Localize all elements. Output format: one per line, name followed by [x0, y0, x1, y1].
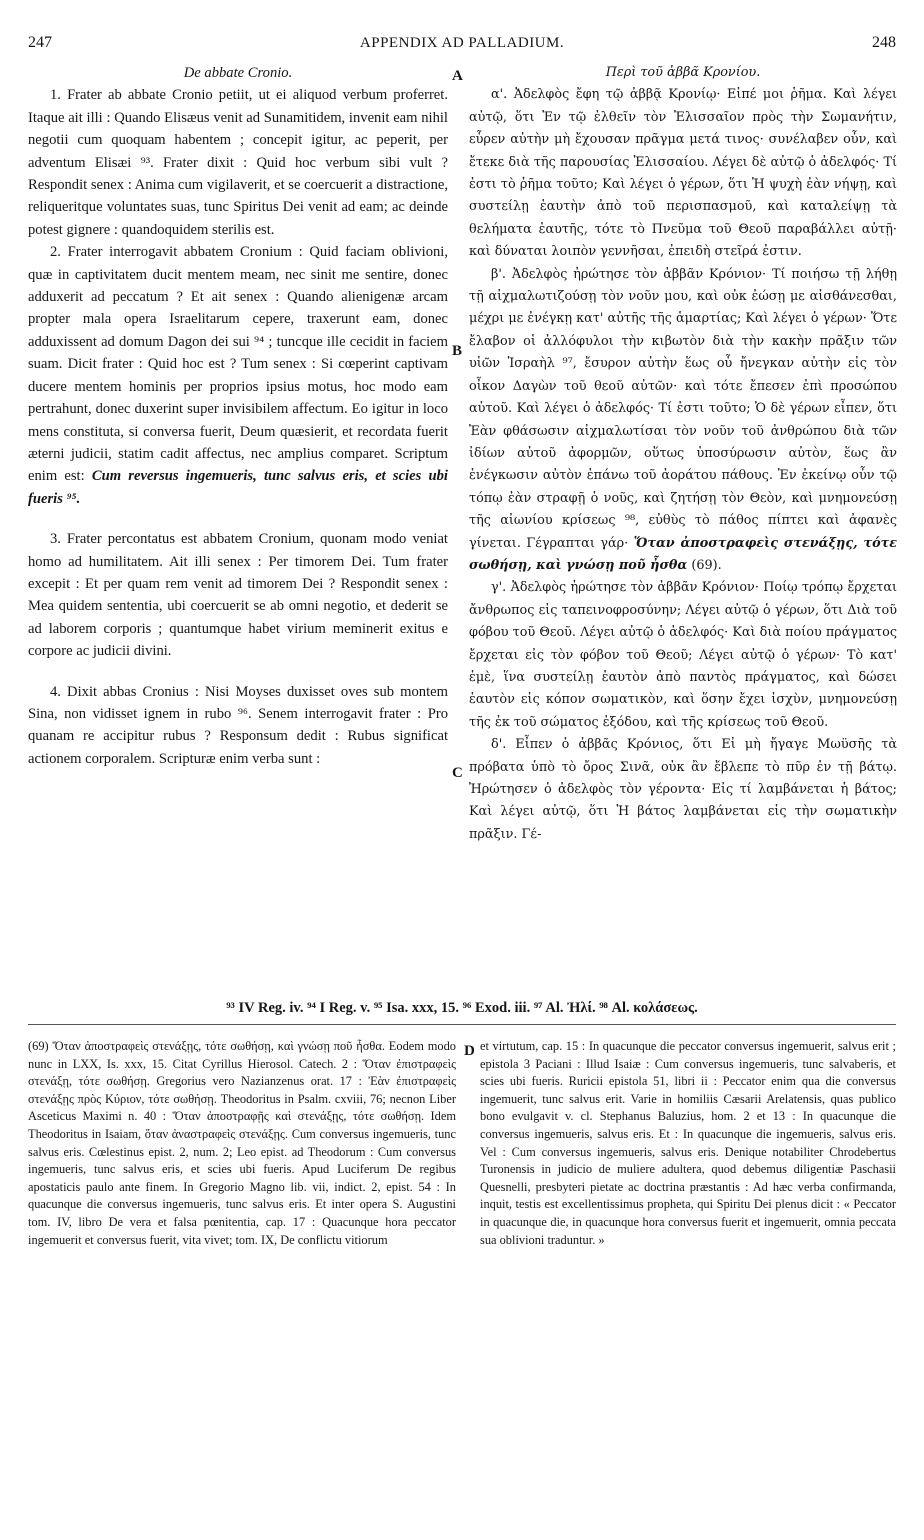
- footnote-divider: [28, 1024, 896, 1025]
- running-title: APPENDIX AD PALLADIUM.: [359, 35, 565, 51]
- page-number-right: 248: [872, 34, 896, 51]
- scripture-references: ⁹³ IV Reg. iv. ⁹⁴ I Reg. v. ⁹⁵ Isa. xxx, 15. ⁹⁶ Exod. iii. ⁹⁷ Al. Ἠλί. ⁹⁸ Al. κολάσεως.: [226, 1000, 698, 1016]
- margin-letter-d: D: [464, 1043, 475, 1059]
- latin-paragraph-2: [28, 241, 448, 510]
- footnote-69-continued: et virtutum, cap. 15 : In quacunque die peccator conversus ingemuerit, salvus erit ; epistola 3 Paciani : Illud Isaiæ : Cum conversus ingemueris, tunc salvaberis, et scies ubi fueris. Ruricii epistola 51, libri ii : Peccator enim qua die conversus ingemuerit, tunc salvus erit. Varie in homiliis Cæsarii Arelatensis, quas publico bono evulgavit v. cl. Stephanus Baluzius, hom. 2 et 13 : In quacunque die conversus ingemueris, salvus eris. Et : In quacunque die ingemueris, salvus eris. Vel : Cum conversus ingemueris, salvus eris. Denique notabiliter Chrodebertus Turonensis in judicio de muliere adultera, quod debemus diligentiæ Paschasii Quesnelli, presbyteri pietate ac doctrina præstantis : Ad hæc verba confirmanda, inquit, testis est excellentissimus propheta, qui Spiritu Dei plenus dicit : « Peccator in quacunque die, in quacunque hora conversus fuerit et ingemuerit, omnia peccata sua oblivioni traduntur. »: [480, 1039, 896, 1247]
- footnotes-left-column: [28, 1038, 456, 1249]
- latin-scripture-quote: Cum reversus ingemueris, tunc salvus eris, et scies ubi fueris ⁹⁵.: [28, 468, 448, 507]
- latin-paragraph-3: 3. Frater percontatus est abbatem Cronium, quonam modo veniat homo ad humilitatem. Ait illi senex : Per timorem Dei. Tum frater excepit : Et per quam rem venit ad timorem Dei ? Respondit senex : Mea quidem sententia, ubi coercuerit se ab omni negotio, et dederit se ad laborem corporis ; quantumque habet virium meminerit exitus e corpore ac judicii divini.: [28, 531, 448, 660]
- greek-paragraph-2-text: β'. Ἀδελφὸς ἠρώτησε τὸν ἀββᾶν Κρόνιον· Τί ποιήσω τῇ λήθῃ τῇ αἰχμαλωτιζούσῃ τὸν νοῦν μου, καὶ οὐκ ἐώσῃ με αἰσθάνεσθαι, μέχρι με ἐνέγκῃ κατ' αὐτῆς τῆς ἁμαρτίας; Καὶ λέγει ὁ γέρων· Ὅτε ἔλαβον οἱ ἀλλόφυλοι τὴν κιβωτὸν διὰ τὴν κακὴν πρᾶξιν τῶν υἱῶν Ἰσραὴλ ⁹⁷, ἔσυρον αὐτὴν ἕως οὗ ἤνεγκαν αὐτὴν εἰς τὸν οἶκον Δαγὼν τοῦ θεοῦ αὐτῶν· καὶ τότε ἔπεσεν ἐπὶ προσώπου αὐτοῦ. Καὶ λέγει ὁ ἀδελφός· Τί ἐστι τοῦτο; Ὁ δὲ γέρων εἶπεν, ὅτι Ἐὰν φθάσωσιν αἰχμαλωτίσαι τὸν νοῦν τοῦ ἀνθρώπου διὰ τῶν ἰδίων αὐτοῦ ἀφορμῶν, οὕτως ὑποσύρωσιν αὐτὸν, ἕως ἂν ἐνέγκωσιν αὐτὸν ἐπάνω τοῦ ἀοράτου πάθους. Ἐν ἐκείνῳ οὖν τῷ τόπῳ ἐὰν στραφῇ ὁ νοῦς, καὶ ζητήσῃ τὸν Θεὸν, καὶ μνημονεύσῃ τῆς αἰωνίου κρίσεως ⁹⁸, εὐθὺς τὸ πάθος πίπτει καὶ ἀφανὲς γίνεται. Γέγραπται γάρ·: [469, 266, 897, 551]
- greek-paragraph-1: α'. Ἀδελφὸς ἔφη τῷ ἀββᾷ Κρονίῳ· Εἰπέ μοι ῥῆμα. Καὶ λέγει αὐτῷ, ὅτι Ἐν τῷ ἐλθεῖν τὸν Ἐλισσαῖον πρὸς τὴν Σωμανήτιν, εὗρεν αὐτὴν μὴ ἔχουσαν πρᾶγμα μετά τινος· συνέλαβεν οὖν, καὶ ἔτεκε διὰ τῆς παρουσίας Ἐλισσαίου. Λέγει δὲ αὐτῷ ὁ ἀδελφός· Τί ἐστι τὸ ῥῆμα τοῦτο; Καὶ λέγει ὁ γέρων, ὅτι Ἡ ψυχὴ ἐὰν νήψῃ, καὶ συστείλῃ ἑαυτὴν ἀπὸ τοῦ περισπασμοῦ, καὶ καταλείψῃ τὰ θελήματα ἑαυτῆς, τότε τὸ Πνεῦμα τοῦ Θεοῦ παραβάλλει αὐτῇ· καὶ δύναται λοιπὸν γεννῆσαι, ἐπειδὴ στεῖρά ἐστιν.: [469, 87, 897, 260]
- margin-letter-a: A: [452, 68, 463, 84]
- footnote-69: (69) Ὅταν ἀποστραφεὶς στενάξῃς, τότε σωθήσῃ, καὶ γνώσῃ ποῦ ἦσθα. Eodem modo nunc in LXX, Is. xxx, 15. Citat Cyrillus Hierosol. Catech. 2 : Ὅταν ἐπιστραφεὶς στενάξῃ, τότε σωθήσῃ. Gregorius vero Nazianzenus orat. 17 : Ἐὰν ἐπιστραφεὶς στενάξῃς πρὸς Κύριον, τότε σωθήσῃ. Theodoritus in Psalm. cxviii, 76; necnon Liber Asceticus Maximi n. 40 : Ὅταν ἀποστραφῇς καὶ στενάξῃς, τότε σωθήσῃ. Idem Theodoritus in Isaiam, ὅταν ἀναστραφεὶς στενάξῃς. Cum conversus ingemueris, tunc salvus eris. Cœlestinus epist. 2, num. 2; Leo epist. ad Theodorum : Cum conversus ingemueris, tunc salvus eris, et scies ubi fueris. Apud Luciferum De regibus apostaticis paulo ante finem. In Gregorio Magno lib. vii, indict. 2, epist. 54 : In quacunque die conversus ingemueris, tunc salvus eris. Et inter opera S. Augustini tom. IV, libro De vera et falsa pœnitentia, cap. 17 : Quacunque hora peccator ingemuerit et conversus fuerit, vita vivet; tom. IX, De conflictu vitiorum: [28, 1039, 456, 1247]
- greek-paragraph-3: γ'. Ἀδελφὸς ἠρώτησε τὸν ἀββᾶν Κρόνιον· Ποίῳ τρόπῳ ἔρχεται ἄνθρωπος εἰς ταπεινοφροσύνην; Λέγει αὐτῷ ὁ γέρων, ὅτι Διὰ τοῦ φόβου τοῦ Θεοῦ. Λέγει αὐτῷ ὁ ἀδελφός· Καὶ διὰ ποίου πράγματος ἔρχεται εἰς τὸν φόβον τοῦ Θεοῦ; Λέγει αὐτῷ ὁ γέρων· Τὸ κατ' ἐμὲ, ἵνα συστείλῃ ἑαυτὸν ἀπὸ παντὸς πράγματος, καὶ δώσει ἑαυτὸν εἰς κόπον σωματικὸν, καὶ ὅσην ἔχει ἰσχὺν, μνημονεύσῃ τῆς ἐκ τοῦ σώματος ἐξόδου, καὶ τῆς κρίσεως τοῦ Θεοῦ.: [469, 580, 897, 730]
- footnotes-right-column: [480, 1038, 896, 1249]
- latin-paragraph-1: 1. Frater ab abbate Cronio petiit, ut ei aliquod verbum proferret. Itaque ait illi : Quando Elisæus venit ad Sunamitidem, invenit eam nihil negotii cum quoquam habentem ; concepit igitur, ac peperit, per adventum Elisæi ⁹³. Frater dixit : Quid hoc verbum sibi vult ? Respondit senex : Anima cum vigilaverit, et se coercuerit a distractione, reliqueritque voluntates suas, tunc Spiritus Dei venit ad eam; ac deinde potest gignere : quandoquidem sterilis est.: [28, 87, 448, 238]
- page-number-left: 247: [28, 34, 52, 51]
- greek-scripture-quote: Ὅταν ἀποστραφεὶς στενάξῃς, τότε σωθήσῃ, καὶ γνώσῃ ποῦ ἦσθα: [469, 535, 897, 573]
- latin-paragraph-2-text: 2. Frater interrogavit abbatem Cronium : Quid faciam oblivioni, quæ in captivitatem ducit mentem meam, nec sinit me sentire, donec adduxerit ad peccatum ? Et ait senex : Quando alienigenæ arcam propter mala opera Israelitarum cepere, traxerunt eam, donec adduxissent ad domum Dagon dei sui ⁹⁴ ; tuncque ille cecidit in faciem suam. Dicit frater : Quid hoc est ? Tum senex : Si cœperint captivam ducere mentem hominis per proprios ipsius motus, hoc modo eam pertrahunt, donec duxerint super invisibilem affectum. Eo igitur in loco mens constituta, si conversa fuerit, Deum quæsierit, et recordata fuerit æterni judicii, statim cadit affectus, nec amplius comparet. Scriptum enim est:: [28, 244, 448, 485]
- greek-note-ref: (69).: [691, 557, 722, 573]
- greek-paragraph-2: [469, 264, 897, 578]
- latin-paragraph-4: 4. Dixit abbas Cronius : Nisi Moyses duxisset oves sub montem Sina, non vidisset ignem in rubo ⁹⁶. Senem interrogavit frater : Pro quanam re accipitur rubus ? Responsum dedit : Rubus significat actionem corporalem. Scripturæ enim verba sunt :: [28, 683, 448, 767]
- latin-column: [28, 62, 448, 770]
- greek-paragraph-4: δ'. Εἶπεν ὁ ἀββᾶς Κρόνιος, ὅτι Εἰ μὴ ἤγαγε Μωϋσῆς τὰ πρόβατα ὑπὸ τὸ ὄρος Σινᾶ, οὐκ ἂν ἔβλεπε τὸ πῦρ ἐν τῇ βάτῳ. Ἠρώτησεν ὁ ἀδελφὸς τὸν γέροντα· Εἰς τί λαμβάνεται ἡ βάτος; Καὶ λέγει αὐτῷ, ὅτι Ἡ βάτος λαμβάνεται εἰς τὴν σωματικὴν πρᾶξιν. Γέ-: [469, 737, 897, 842]
- greek-section-title: Περὶ τοῦ ἀββᾶ Κρονίου.: [605, 65, 761, 80]
- margin-letter-c: C: [452, 765, 463, 781]
- latin-section-title: De abbate Cronio.: [183, 65, 293, 81]
- greek-column: [469, 62, 897, 846]
- margin-letter-b: B: [452, 343, 463, 359]
